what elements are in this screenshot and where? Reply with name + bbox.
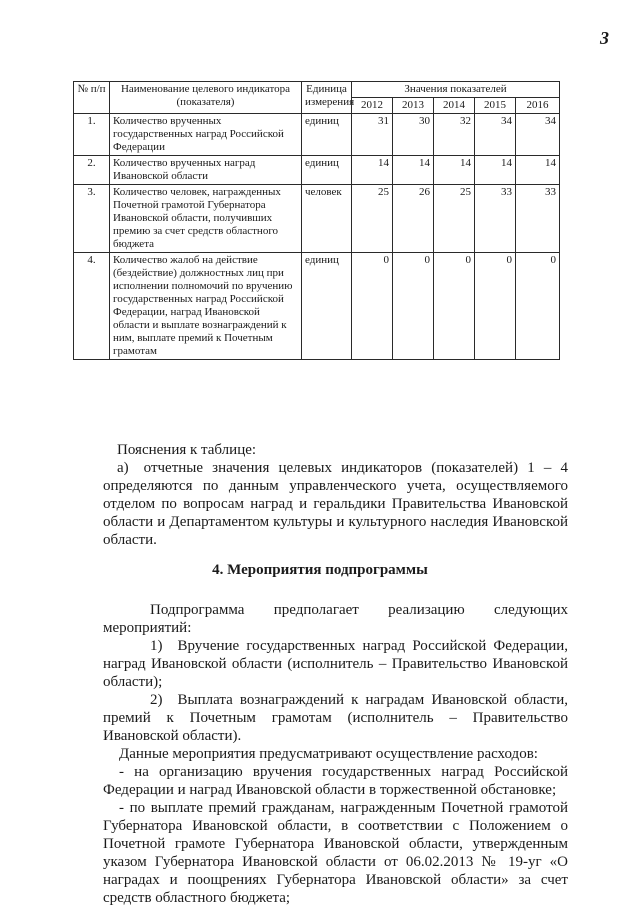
row-value: 34 [475,114,516,156]
table-row [74,185,560,253]
table-header-row [74,82,560,98]
row-value: 31 [352,114,393,156]
table-row [74,114,560,156]
expense-item-1: - на организацию вручения государственных наград Российской Федерации и наград Ивановской области в торжественной обстановке; [103,764,568,798]
expense-item-2: - по выплате премий гражданам, награжденным Почетной грамотой Губернатора Ивановской области, в соответствии с Положением о Почетной грамоте Губернатора Ивановской области, утвержденным указом Губернатора Ивановской области от 06.02.2013 № 19-уг «О наградах и поощрениях Губернатора Ивановской области» за счет средств областного бюджета; [103,800,568,906]
row-value: 34 [516,114,560,156]
notes-title: Пояснения к таблице: [117,442,257,458]
notes-item-a: а) отчетные значения целевых индикаторов (показателей) 1 – 4 определяются по данным управленческого учета, осуществляемого отделом по вопросам наград и геральдики Правительства Ивановской области и Департаментом культуры и культурного наследия Ивановской области. [103,460,568,548]
row-value: 0 [434,253,475,360]
indicators-table [73,81,560,360]
row-name: Количество врученных наград Ивановской области [110,156,302,185]
header-values-group: Значения показателей [352,82,560,98]
header-year: 2016 [516,98,560,114]
row-num: 4. [74,253,110,360]
section-body [103,601,568,907]
row-unit: единиц [302,253,352,360]
row-value: 26 [393,185,434,253]
section-item-1: 1) Вручение государственных наград Российской Федерации, наград Ивановской области (исполнитель – Правительство Ивановской области); [103,638,568,690]
row-value: 0 [516,253,560,360]
table-row [74,156,560,185]
table-notes [103,441,568,549]
row-value: 0 [475,253,516,360]
row-value: 14 [434,156,475,185]
row-value: 30 [393,114,434,156]
header-name: Наименование целевого индикатора (показателя) [110,82,302,114]
row-value: 0 [393,253,434,360]
row-unit: единиц [302,114,352,156]
row-name: Количество жалоб на действие (бездействие) должностных лиц при исполнении полномочий по вручению государственных наград Российской Федерации, наград Ивановской области и выплате вознаграждений к ним, выплате премий к Почетным грамотам [110,253,302,360]
row-unit: единиц [302,156,352,185]
section-title: 4. Мероприятия подпрограммы [212,562,428,578]
page-number: 3 [600,28,609,48]
section-intro: Подпрограмма предполагает реализацию следующих мероприятий: [103,602,568,636]
row-value: 33 [475,185,516,253]
header-year: 2015 [475,98,516,114]
row-value: 33 [516,185,560,253]
expenses-intro: Данные мероприятия предусматривают осуществление расходов: [119,746,538,762]
row-value: 0 [352,253,393,360]
header-unit: Единица измерения [302,82,352,114]
header-num: № п/п [74,82,110,114]
header-year: 2013 [393,98,434,114]
row-value: 14 [393,156,434,185]
section-item-2: 2) Выплата вознаграждений к наградам Ивановской области, премий к Почетным грамотам (исполнитель – Правительство Ивановской области). [103,692,568,744]
row-name: Количество человек, награжденных Почетной грамотой Губернатора Ивановской области, получивших премию за счет средств областного бюджета [110,185,302,253]
row-unit: человек [302,185,352,253]
row-value: 32 [434,114,475,156]
row-num: 1. [74,114,110,156]
header-year: 2014 [434,98,475,114]
row-num: 2. [74,156,110,185]
table-row [74,253,560,360]
row-value: 14 [475,156,516,185]
row-value: 14 [516,156,560,185]
row-value: 25 [352,185,393,253]
row-num: 3. [74,185,110,253]
row-value: 14 [352,156,393,185]
row-name: Количество врученных государственных наград Российской Федерации [110,114,302,156]
row-value: 25 [434,185,475,253]
header-year: 2012 [352,98,393,114]
